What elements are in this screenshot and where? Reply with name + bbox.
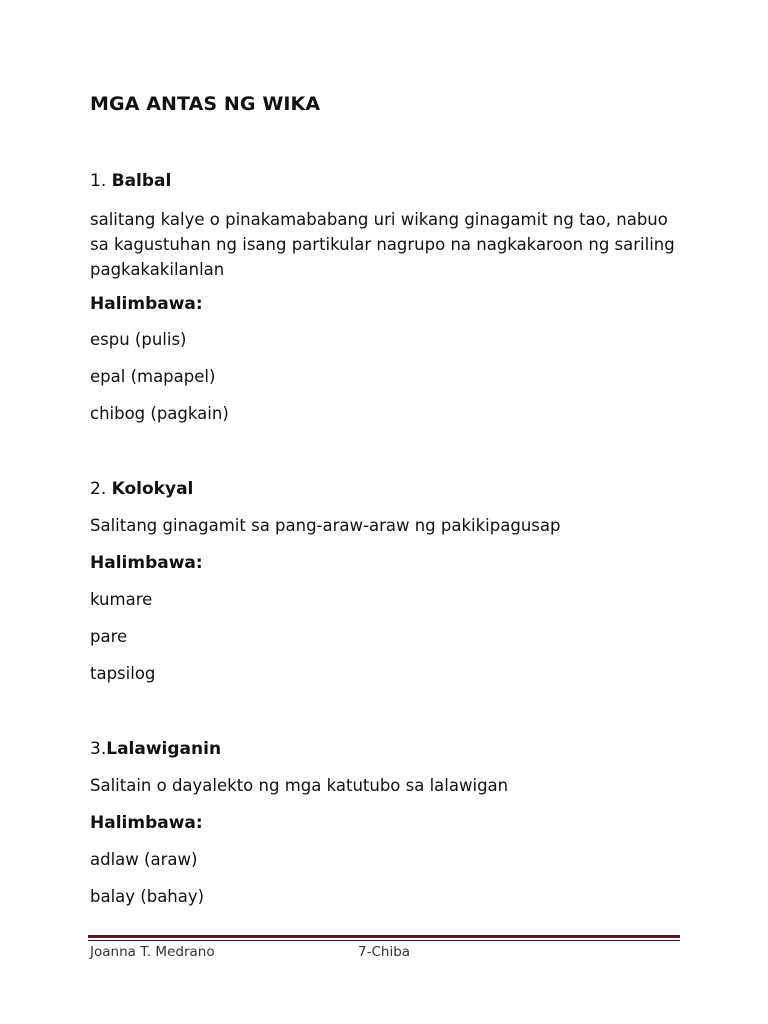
section-number: 3.	[90, 739, 107, 759]
section-description-balbal: salitang kalye o pinakamababang uri wikang ginagamit ng tao, nabuo sa kagustuhan ng isang partikular nagrupo na nagkakaroon ng sariling pagkakakilanlan	[90, 210, 675, 279]
section-name: Balbal	[111, 171, 172, 191]
example-item: balay (bahay)	[90, 887, 205, 906]
section-name: Kolokyal	[111, 479, 194, 499]
section-number: 1.	[90, 171, 112, 191]
section-heading-lalawiganin	[90, 739, 221, 759]
footer-divider-thick	[88, 935, 680, 938]
section-name: Lalawiganin	[106, 739, 222, 759]
footer-class: 7-Chiba	[358, 944, 411, 960]
section-heading-kolokyal	[90, 479, 193, 499]
example-label-kolokyal: Halimbawa:	[90, 553, 203, 573]
section-description-kolokyal: Salitang ginagamit sa pang-araw-araw ng pakikipagusap	[90, 516, 561, 535]
section-number: 2.	[90, 479, 112, 499]
example-item: adlaw (araw)	[90, 850, 198, 869]
example-item: tapsilog	[90, 664, 156, 683]
example-item: kumare	[90, 590, 153, 609]
section-description-lalawiganin: Salitain o dayalekto ng mga katutubo sa lalawigan	[90, 776, 509, 795]
example-label-balbal: Halimbawa:	[90, 294, 203, 314]
footer-author: Joanna T. Medrano	[90, 944, 215, 960]
section-heading-balbal	[90, 171, 171, 191]
example-item: epal (mapapel)	[90, 367, 216, 386]
example-item: espu (pulis)	[90, 330, 187, 349]
footer-divider	[88, 935, 680, 943]
footer-divider-thin	[88, 940, 680, 941]
document-title: MGA ANTAS NG WIKA	[90, 93, 321, 115]
example-item: chibog (pagkain)	[90, 404, 229, 423]
example-label-lalawiganin: Halimbawa:	[90, 813, 203, 833]
example-item: pare	[90, 627, 128, 646]
